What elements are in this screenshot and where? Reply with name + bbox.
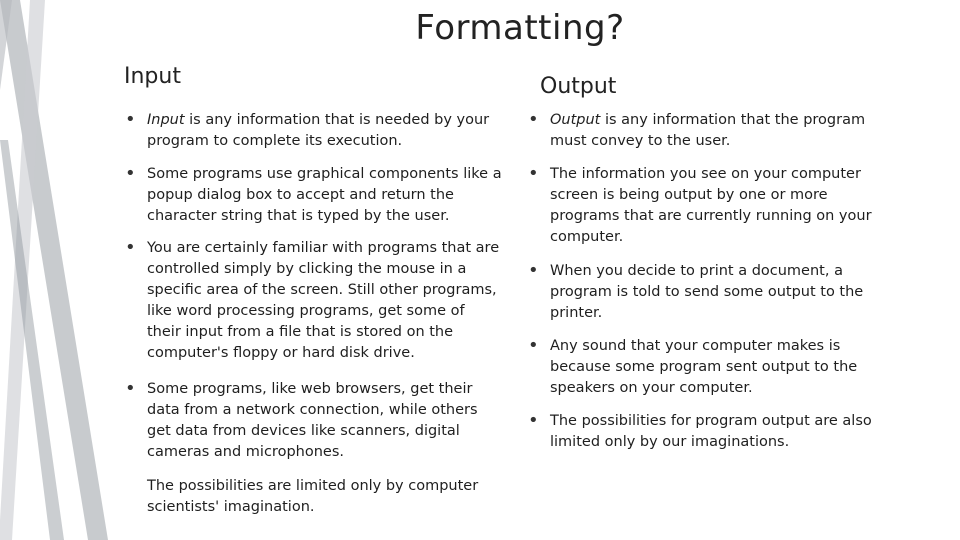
output-bullet-4-text: Any sound that your computer makes is because some program sent output to the speakers on your computer. <box>550 338 858 396</box>
output-bullet-5-text: The possibilities for program output are also limited only by our imaginations. <box>550 413 872 450</box>
input-bullet-3 <box>125 237 502 364</box>
bullet-icon: • <box>125 163 136 184</box>
input-bullet-2 <box>125 163 502 227</box>
slide-title: Formatting? <box>415 8 625 48</box>
output-bullet-3 <box>528 260 885 324</box>
bullet-icon: • <box>528 335 539 356</box>
output-bullet-3-text: When you decide to print a document, a program is told to send some output to the printer. <box>550 263 864 321</box>
input-closing-text: The possibilities are limited only by computer scientists' imagination. <box>147 478 479 515</box>
output-bullet-2-text: The information you see on your computer screen is being output by one or more programs that are currently running on your computer. <box>550 166 872 245</box>
decorative-stripes <box>0 0 110 540</box>
input-heading: Input <box>124 64 181 89</box>
input-bullet-3-text: You are certainly familiar with programs that are controlled simply by clicking the mouse in a specific area of the screen. Still other programs, like word processing programs, get some of their input from a file that is stored on the computer's floppy or hard disk drive. <box>147 240 500 361</box>
output-bullet-4 <box>528 335 885 399</box>
input-bullet-4 <box>125 378 502 463</box>
input-bullet-1 <box>125 109 502 152</box>
output-bullet-1-text: is any information that the program must convey to the user. <box>550 112 866 149</box>
output-term: Output <box>550 112 601 128</box>
output-heading: Output <box>540 74 617 99</box>
bullet-icon: • <box>125 109 136 130</box>
input-term: Input <box>147 112 185 128</box>
bullet-icon: • <box>528 260 539 281</box>
bullet-icon: • <box>125 378 136 399</box>
input-bullet-2-text: Some programs use graphical components like a popup dialog box to accept and return the character string that is typed by the user. <box>147 166 502 224</box>
bullet-icon: • <box>125 237 136 258</box>
output-bullet-1 <box>528 109 885 152</box>
bullet-icon: • <box>528 410 539 431</box>
output-bullet-5 <box>528 410 885 453</box>
input-bullet-4-text: Some programs, like web browsers, get their data from a network connection, while others get data from devices like scanners, digital cameras and microphones. <box>147 381 478 460</box>
input-bullet-1-text: is any information that is needed by your program to complete its execution. <box>147 112 490 149</box>
bullet-icon: • <box>528 109 539 130</box>
output-bullet-2 <box>528 163 885 248</box>
bullet-icon: • <box>528 163 539 184</box>
